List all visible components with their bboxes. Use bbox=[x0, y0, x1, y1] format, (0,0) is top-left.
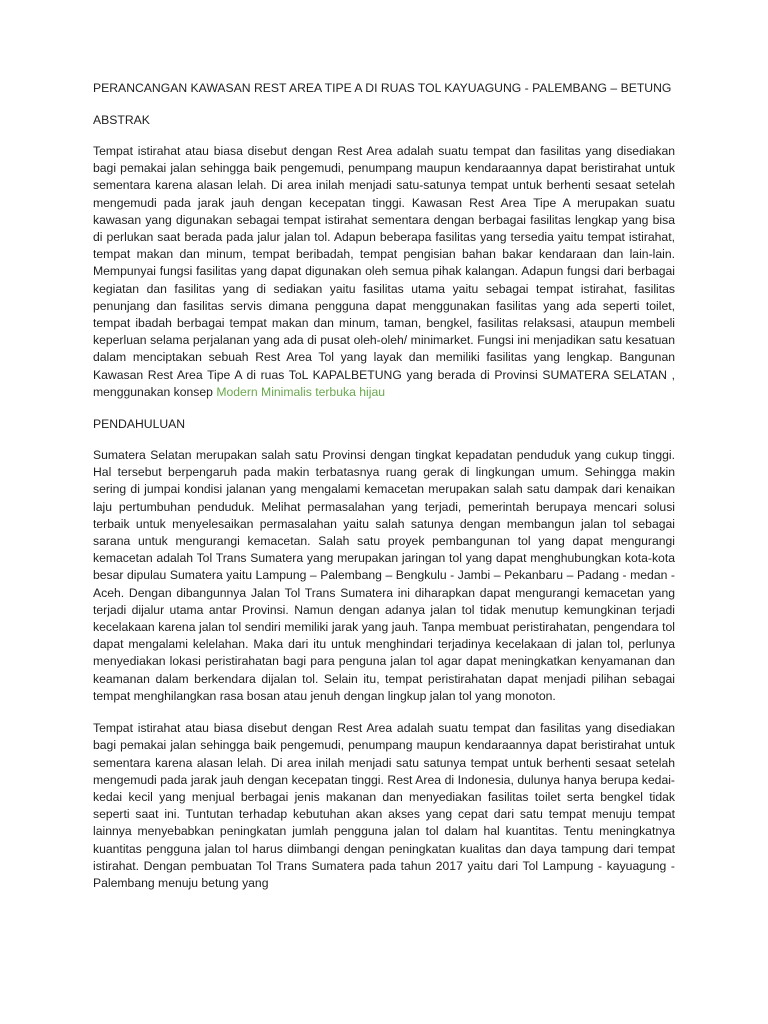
abstract-text: Tempat istirahat atau biasa disebut dengan Rest Area adalah suatu tempat dan fasilitas yang disediakan bagi pemakai jalan sehingga baik pengemudi, penumpang maupun kendaraannya dapat beristirahat untuk sementara karena alasan lelah. Di area inilah menjadi satu-satunya tempat untuk berhenti sesaat setelah mengemudi pada jarak jauh dengan kecepatan tinggi. Kawasan Rest Area Tipe A merupakan suatu kawasan yang digunakan sebagai tempat istirahat sementara dengan berbagai fasilitas lengkap yang bisa di perlukan saat berada pada jalur jalan tol. Adapun beberapa fasilitas yang tersedia yaitu tempat istirahat, tempat makan dan minum, tempat beribadah, tempat pengisian bahan bakar kendaraan dan lain-lain. Mempunyai fungsi fasilitas yang dapat digunakan oleh semua pihak kalangan. Adapun fungsi dari berbagai kegiatan dan fasilitas yang di sediakan yaitu fasilitas utama yaitu sebagai tempat istirahat, fasilitas penunjang dan fasilitas servis dimana pengguna dapat menggunakan fasilitas yang ada seperti toilet, tempat ibadah berbagai tempat makan dan minum, taman, bengkel, fasilitas relaksasi, ataupun membeli keperluan selama perjalanan yang ada di pusat oleh-oleh/ minimarket. Fungsi ini menjadikan satu kesatuan dalam menciptakan sebuah Rest Area Tol yang layak dan memiliki fasilitas yang lengkap. Bangunan Kawasan Rest Area Tipe A di ruas ToL KAPALBETUNG yang berada di Provinsi SUMATERA SELATAN , menggunakan konsep bbox=[93, 144, 675, 399]
abstract-heading: ABSTRAK bbox=[93, 113, 150, 127]
intro-paragraph-1: Sumatera Selatan merupakan salah satu Provinsi dengan tingkat kepadatan penduduk yang cukup tinggi. Hal tersebut berpengaruh pada makin terbatasnya ruang gerak di lingkungan umum. Sehingga makin sering di jumpai kondisi jalanan yang mengalami kemacetan merupakan salah satu dampak dari kenaikan laju pertumbuhan penduduk. Melihat permasalahan yang terjadi, pemerintah berupaya mencari solusi terbaik untuk menyelesaikan permasalahan yaitu salah satunya dengan membangun jalan tol sebagai sarana untuk mengurangi kemacetan. Salah satu proyek pembangunan tol yang dapat mengurangi kemacetan adalah Tol Trans Sumatera yang merupakan jaringan tol yang dapat menghubungkan kota-kota besar dipulau Sumatera yaitu Lampung – Palembang – Bengkulu - Jambi – Pekanbaru – Padang - medan - Aceh. Dengan dibangunnya Jalan Tol Trans Sumatera ini diharapkan dapat mengurangi kemacetan yang terjadi dijalur utama antar Provinsi. Namun dengan adanya jalan tol tidak menutup kemungkinan terjadi kecelakaan karena jalan tol sendiri memiliki jarak yang jauh. Tanpa membuat peristirahatan, pengendara tol dapat mengalami kelelahan. Maka dari itu untuk menghindari terjadinya kecelakaan di jalan tol, perlunya menyediakan lokasi peristirahatan bagi para penguna jalan tol agar dapat meningkatkan kenyamanan dan keamanan dalam berkendara dijalan tol. Selain itu, tempat peristirahatan dapat menjadi pilihan sebagai tempat menghilangkan rasa bosan atau jenuh dengan lingkup jalan tol yang monoton. bbox=[93, 448, 675, 703]
abstract-concept-highlight: Modern Minimalis terbuka hijau bbox=[216, 384, 385, 399]
intro-paragraph-2: Tempat istirahat atau biasa disebut dengan Rest Area adalah suatu tempat dan fasilitas yang disediakan bagi pemakai jalan sehingga baik pengemudi, penumpang maupun kendaraannya dapat beristirahat untuk sementara karena alasan lelah. Di area inilah menjadi satu satunya tempat untuk berhenti sesaat setelah mengemudi pada jarak jauh dengan kecepatan tinggi. Rest Area di Indonesia, dulunya hanya berupa kedai-kedai kecil yang menjual berbagai jenis makanan dan menyediakan fasilitas toilet serta bengkel tidak seperti saat ini. Tuntutan terhadap kebutuhan akan akses yang cepat dari satu tempat menuju tempat lainnya menyebabkan peningkatan jumlah pengguna jalan tol dalam hal kuantitas. Tentu meningkatnya kuantitas pengguna jalan tol harus diimbangi dengan peningkatan kualitas dan daya tampung dari tempat istirahat. Dengan pembuatan Tol Trans Sumatera pada tahun 2017 yaitu dari Tol Lampung - kayuagung - Palembang menuju betung yang bbox=[93, 721, 675, 890]
abstract-paragraph bbox=[93, 143, 675, 401]
document-title: PERANCANGAN KAWASAN REST AREA TIPE A DI RUAS TOL KAYUAGUNG - PALEMBANG – BETUNG bbox=[93, 81, 672, 95]
document-body bbox=[93, 80, 675, 892]
intro-heading: PENDAHULUAN bbox=[93, 417, 186, 432]
